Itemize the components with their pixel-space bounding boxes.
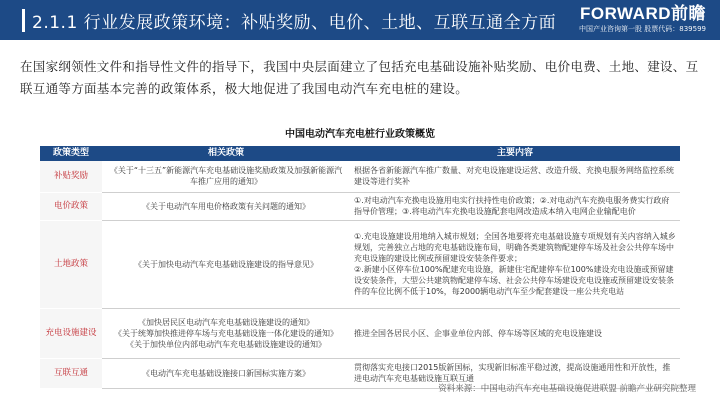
policy-name: 《关于电动汽车用电价格政策有关问题的通知》 — [142, 201, 310, 211]
table-row — [40, 161, 680, 192]
page-title: 2.1.1 行业发展政策环境：补贴奖励、电价、土地、互联互通全方面 — [32, 13, 557, 33]
table-row — [40, 308, 680, 358]
policy-content: 推进全国各居民小区、企事业单位内部、停车场等区域的充电设施建设 — [354, 328, 602, 338]
policy-name: 《关于“十三五”新能源汽车充电基础设施奖励政策及加强新能源汽车推广应用的通知》 — [109, 166, 343, 187]
header-policy: 相关政策 — [102, 146, 350, 161]
policy-content-cell — [350, 192, 680, 220]
policy-content-cell — [350, 161, 680, 192]
policy-name-cell — [102, 308, 350, 358]
title-accent — [22, 9, 25, 32]
policy-name: 《关于加快电动汽车充电基础设施建设的指导意见》 — [134, 259, 318, 269]
table-row — [40, 192, 680, 220]
logo-subtitle: 中国产业咨询第一股 股票代码：839599 — [579, 25, 706, 33]
policy-type: 电价政策 — [40, 192, 102, 220]
source-note: 资料来源：中国电动汽车充电基础设施促进联盟 前瞻产业研究院整理 — [438, 384, 696, 394]
policy-name-cell — [102, 220, 350, 308]
policy-name-cell — [102, 161, 350, 192]
header-content: 主要内容 — [350, 146, 680, 161]
forward-logo — [579, 4, 706, 34]
policy-name-cell — [102, 192, 350, 220]
policy-content: ②.新建小区停车位100%配建充电设施，新建住宅配建停车位100%建设充电设施或预留建设安装条件，大型公共建筑物配建停车场、社会公共停车场建设充电设施或预留建设安装条件的车位比例不低于10%，每2000辆电动汽车至少配套建设一座公共充电站 — [354, 265, 674, 296]
policy-name: 《电动汽车充电基础设施接口新国标实施方案》 — [142, 368, 310, 378]
intro-paragraph: 在国家纲领性文件和指导性文件的指导下，我国中央层面建立了包括充电基础设施补贴奖励、电价电费、土地、建设、互联互通等方面基本完善的政策体系，极大地促进了我国电动汽车充电桩的建设。 — [20, 59, 699, 96]
policy-type: 互联互通 — [40, 358, 102, 388]
policy-name-cell — [102, 358, 350, 388]
policy-name: 《关于加快单位内部电动汽车充电基础设施建设的通知》 — [126, 339, 326, 349]
logo-brand: FORWARD前瞻 — [579, 4, 706, 23]
policy-table — [40, 146, 680, 389]
policy-content: 贯彻落实充电接口2015版新国标，实现新旧标准平稳过渡，提高设施通用性和开放性，推进电动汽车充电基础设施互联互通 — [354, 363, 671, 383]
policy-type: 充电设施建设 — [40, 308, 102, 358]
policy-name: 《加快居民区电动汽车充电基础设施建设的通知》 — [138, 317, 314, 327]
policy-content: ①.对电动汽车充换电设施用电实行扶持性电价政策；②.对电动汽车充换电服务费实行政府指导价管理；③.将电动汽车充换电设施配套电网改造成本纳入电网企业输配电价 — [354, 196, 670, 216]
policy-name: 《关于统筹加快推进停车场与充电基础设施一体化建设的通知》 — [114, 328, 338, 338]
header-type: 政策类型 — [40, 146, 102, 161]
policy-type: 土地政策 — [40, 220, 102, 308]
table-header-row — [40, 146, 680, 161]
policy-content: 根据各省新能源汽车推广数量、对充电设施建设运营、改造升级、充换电服务网络监控系统建设等进行奖补 — [354, 166, 674, 187]
policy-type: 补贴奖励 — [40, 161, 102, 192]
table-row — [40, 220, 680, 308]
table-title: 中国电动汽车充电桩行业政策概览 — [285, 129, 435, 140]
header-bar — [0, 0, 720, 40]
policy-content: ①.充电设施建设用地纳入城市规划；全国各地要将充电基础设施专项规划有关内容纳入城乡规划，完善独立占地的充电基础设施布局，明确各类建筑物配建停车场及社会公共停车场中充电设施的建设比例或预留建设安装条件要求； — [354, 232, 676, 263]
policy-content-cell — [350, 308, 680, 358]
policy-content-cell — [350, 220, 680, 308]
